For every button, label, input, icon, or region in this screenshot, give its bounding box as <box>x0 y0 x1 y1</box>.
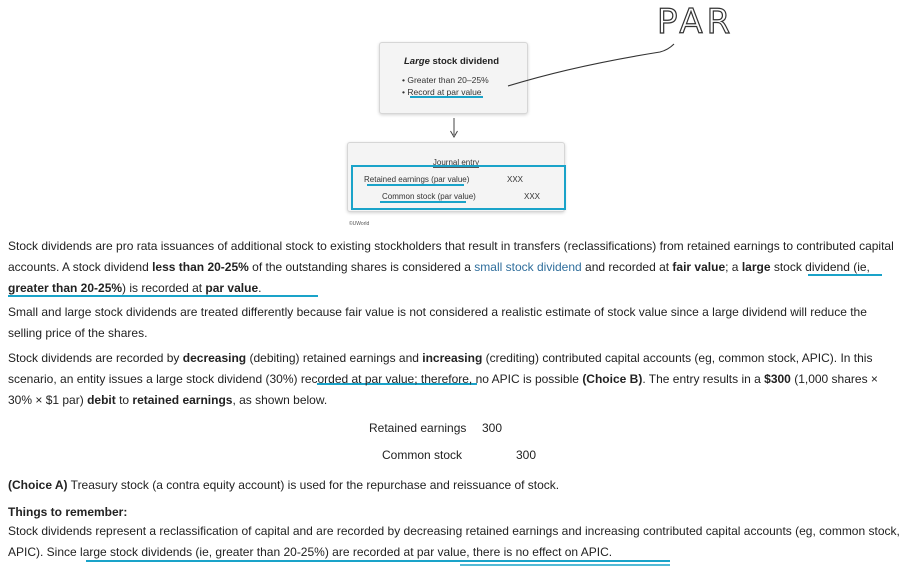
card-title-rest: stock dividend <box>429 56 500 67</box>
bold-run: debit <box>87 393 116 407</box>
journal-account: Common stock (par value) <box>382 192 476 201</box>
bold-run: fair value <box>672 260 726 274</box>
bold-run: par value <box>205 281 259 295</box>
explanation-paragraph <box>8 348 902 411</box>
bold-run: less than 20-25% <box>152 260 249 274</box>
handwritten-par-note: PAR <box>657 2 735 42</box>
card-bullet: • Record at par value <box>402 87 482 97</box>
heading-text: Things to remember: <box>8 505 128 519</box>
things-to-remember-heading <box>8 502 902 523</box>
journal-entry-title-text: Journal entry <box>432 158 480 167</box>
large-stock-dividend-card <box>379 42 528 114</box>
summary-paragraph: Stock dividends represent a reclassification of capital and are recorded by decreasing retained earnings and increasing contributed capital accounts (eg, common stock, APIC). Since large stock dividends (ie, greater than 20-25%) are recorded at par value, there is no effect on APIC. <box>8 524 900 559</box>
card-title <box>404 56 499 67</box>
text-run: ; a <box>725 260 742 274</box>
bold-run: (Choice A) <box>8 478 68 492</box>
explanation-paragraph <box>8 475 902 496</box>
journal-entry-title <box>348 158 564 167</box>
small-stock-dividend-link[interactable]: small stock dividend <box>474 260 582 274</box>
bold-run: large <box>741 260 771 274</box>
text-run: (1,000 shares × 30% × $1 par) <box>8 372 878 407</box>
text-run: Stock dividends are recorded by <box>8 351 183 365</box>
text-run: (crediting) contributed capital accounts (eg, common stock, APIC). In this scenario, an entity issues a large stock dividend (30%) recorded at par value; therefore, no APIC is possible <box>8 351 873 386</box>
text-run: to <box>115 393 133 407</box>
bold-run: (Choice B) <box>582 372 643 386</box>
bold-run: greater than 20-25% <box>8 281 123 295</box>
bullet-text: Record at par value <box>407 87 482 97</box>
bold-run: increasing <box>422 351 483 365</box>
text-run: stock dividend (ie, <box>770 260 870 274</box>
text-run: of the outstanding shares is considered a <box>248 260 475 274</box>
journal-amount: XXX <box>507 175 524 184</box>
journal-entry-card <box>347 142 565 212</box>
journal-amount: XXX <box>524 192 541 201</box>
bold-run: $300 <box>764 372 791 386</box>
card-title-italic: Large <box>404 56 430 67</box>
entry-account: Retained earnings <box>369 421 467 435</box>
text-run: . <box>258 281 262 295</box>
copyright-label: ©UWorld <box>349 221 370 227</box>
text-run: Stock dividends are pro rata issuances of additional stock to existing stockholders that result in transfers (reclassifications) from retained earnings to contributed capital accounts. A stock dividend <box>8 239 894 274</box>
flow-arrow-head <box>451 131 458 137</box>
text-run: . The entry results in a <box>642 372 765 386</box>
text-run: ) is recorded at <box>122 281 206 295</box>
entry-amount: 300 <box>516 448 537 462</box>
explanation-paragraph <box>8 236 902 299</box>
explanation-paragraph: Small and large stock dividends are treated differently because fair value is not considered a realistic estimate of stock value since a large dividend will reduce the selling price of the shares. <box>8 305 867 340</box>
bold-run: retained earnings <box>132 393 233 407</box>
entry-amount: 300 <box>482 421 503 435</box>
text-run: and recorded at <box>581 260 673 274</box>
text-run: Treasury stock (a contra equity account) is used for the repurchase and reissuance of stock. <box>67 478 560 492</box>
bold-run: decreasing <box>182 351 247 365</box>
bullet-text: Greater than 20–25% <box>407 75 489 85</box>
text-run: , as shown below. <box>232 393 328 407</box>
text-run: (debiting) retained earnings and <box>246 351 423 365</box>
entry-account: Common stock <box>382 448 463 462</box>
journal-account: Retained earnings (par value) <box>364 175 470 184</box>
card-bullet: • Greater than 20–25% <box>402 75 489 85</box>
handwritten-pointer-line <box>508 44 674 86</box>
